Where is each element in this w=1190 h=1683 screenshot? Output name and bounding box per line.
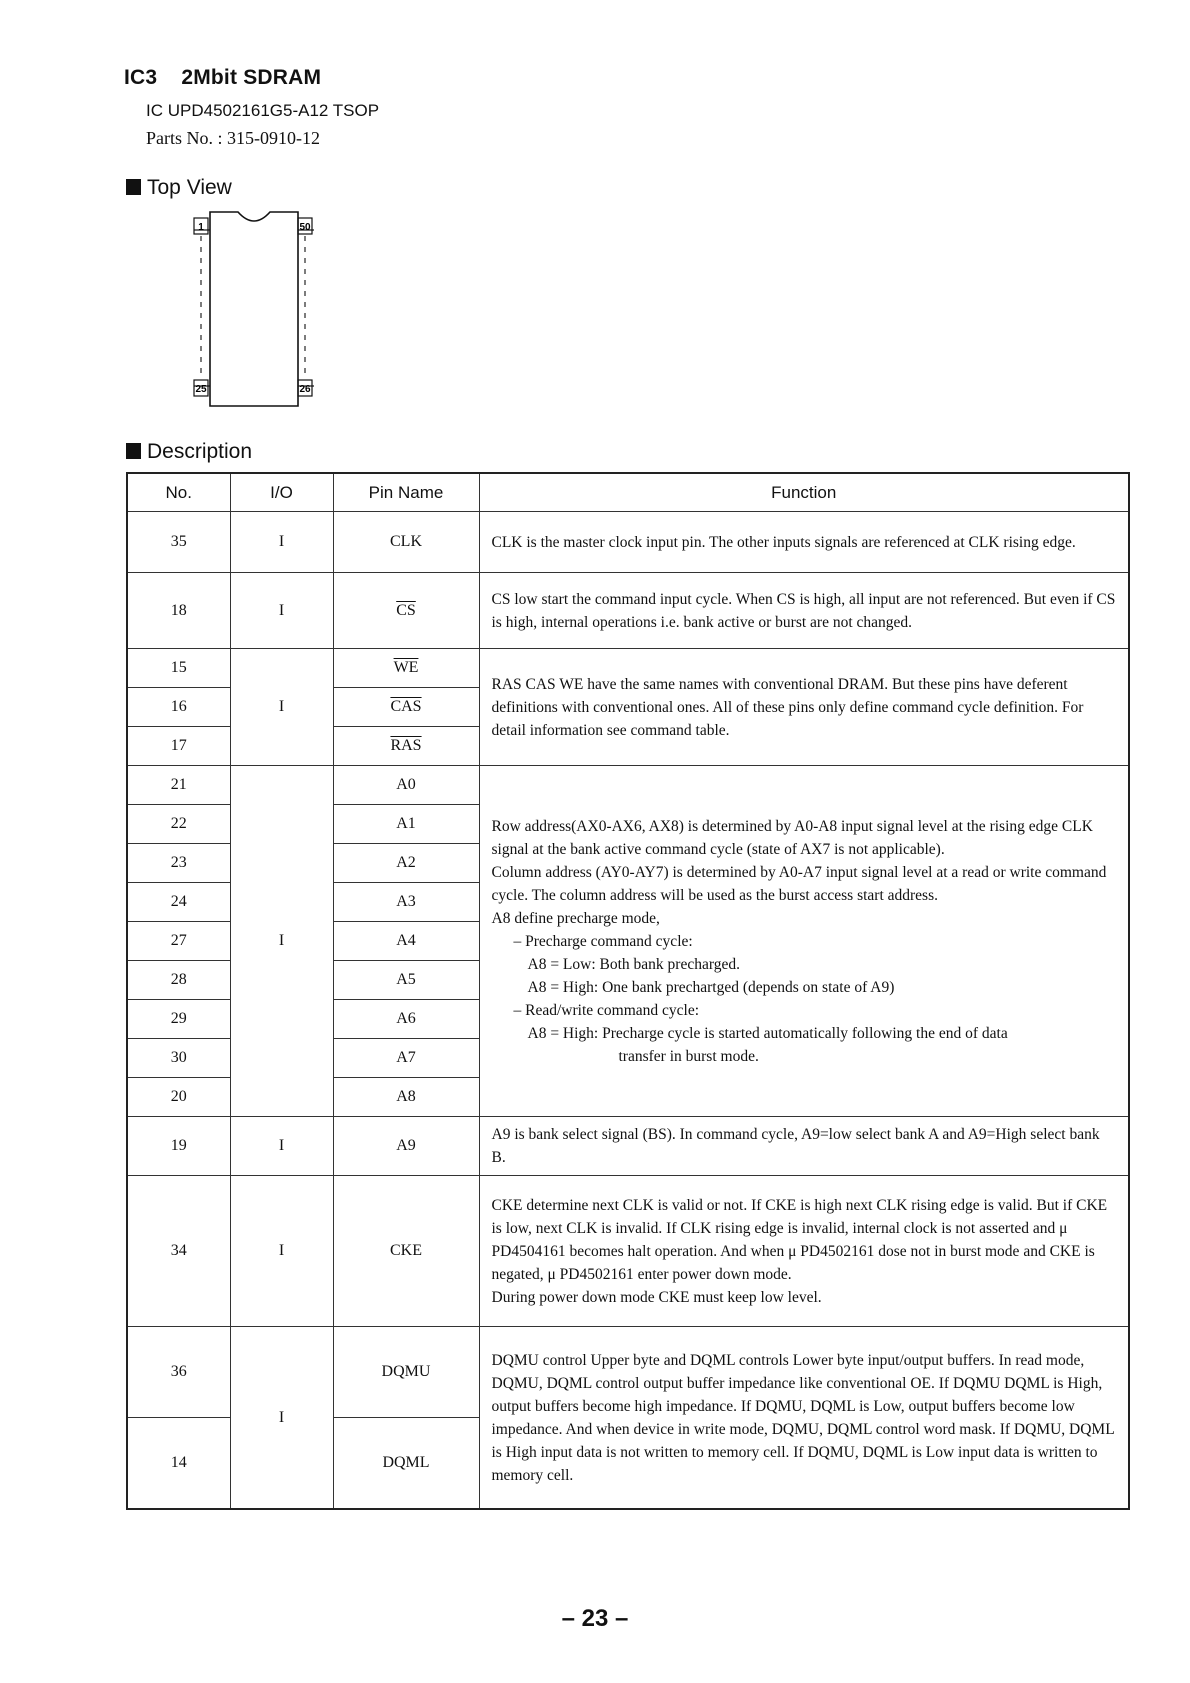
pin-function-address (479, 766, 1129, 1117)
bullet-square-icon (126, 179, 141, 195)
pin-number: 27 (127, 922, 230, 961)
pin-name: A5 (333, 961, 479, 1000)
page-number: – 23 – (561, 1605, 629, 1632)
bullet-square-icon (126, 443, 141, 459)
function-line: A8 = Low: Both bank precharged. (527, 955, 740, 973)
function-line: CKE determine next CLK is valid or not. If CKE is high next CLK rising edge is valid. But if CKE is low, next CLK is invalid. If CLK rising edge is invalid, internal clock is not asserted and μ PD4504161 becomes halt operation. And when μ PD4502161 dose not in burst mode and CKE is negated, μ PD4502161 enter power down mode. (491, 1196, 1108, 1283)
pin-io: I (230, 1176, 333, 1327)
col-header-function: Function (479, 473, 1129, 512)
pin-name: A9 (333, 1117, 479, 1176)
pin-function: CLK is the master clock input pin. The other inputs signals are referenced at CLK rising edge. (479, 512, 1129, 573)
pin-function: A9 is bank select signal (BS). In command cycle, A9=low select bank A and A9=High select bank B. (479, 1117, 1129, 1176)
pin-function-cke (479, 1176, 1129, 1327)
col-header-io: I/O (230, 473, 333, 512)
pin-name: A6 (333, 1000, 479, 1039)
pin-number: 22 (127, 805, 230, 844)
pin-description-table (126, 472, 1130, 1510)
pin-function: CS low start the command input cycle. When CS is high, all input are not referenced. But even if CS is high, internal operations i.e. bank active or burst are not changed. (479, 573, 1129, 649)
pin-name: $\overline{CS}$ (333, 573, 479, 649)
pin-name: DQMU (333, 1327, 479, 1418)
ic-title (124, 66, 321, 90)
table-row (127, 512, 1129, 573)
pin-io: I (230, 1327, 333, 1510)
pin-number: 34 (127, 1176, 230, 1327)
pin-label-1: 1 (198, 222, 204, 233)
pin-io: I (230, 1117, 333, 1176)
pin-name: A7 (333, 1039, 479, 1078)
pin-number: 18 (127, 573, 230, 649)
description-title: Description (147, 440, 253, 463)
pin-io: I (230, 649, 333, 766)
function-line: Row address(AX0-AX6, AX8) is determined by A0-A8 input signal level at the rising edge CLK signal at the bank active command cycle (state of AX7 is not applicable). (491, 817, 1093, 858)
top-view-title: Top View (147, 176, 232, 199)
ic-model: IC UPD4502161G5-A12 TSOP (146, 101, 380, 120)
table-row (127, 1176, 1129, 1327)
function-line: – Read/write command cycle: (513, 1001, 700, 1019)
pin-name: CKE (333, 1176, 479, 1327)
pin-name: A3 (333, 883, 479, 922)
pin-name: CLK (333, 512, 479, 573)
ic-id: IC3 (124, 66, 158, 89)
description-heading (126, 440, 252, 464)
pin-number: 21 (127, 766, 230, 805)
pin-name: A0 (333, 766, 479, 805)
top-view-heading (126, 176, 232, 200)
table-row (127, 649, 1129, 688)
pin-io: I (230, 573, 333, 649)
pin-number: 20 (127, 1078, 230, 1117)
function-line: Column address (AY0-AY7) is determined by A0-A7 input signal level at a read or write command cycle. The column address will be used as the burst access start address. (491, 863, 1107, 904)
pin-name: $\overline{CAS}$ (333, 688, 479, 727)
pin-number: 14 (127, 1418, 230, 1510)
pin-number: 29 (127, 1000, 230, 1039)
pin-name: A1 (333, 805, 479, 844)
pin-label-25: 25 (195, 384, 207, 395)
table-row (127, 1117, 1129, 1176)
pin-io: I (230, 512, 333, 573)
table-row (127, 766, 1129, 805)
chip-top-view-diagram (194, 210, 314, 408)
function-line: A8 = High: One bank prechartged (depends on state of A9) (527, 978, 895, 996)
pin-number: 19 (127, 1117, 230, 1176)
pin-name: DQML (333, 1418, 479, 1510)
pin-name: A4 (333, 922, 479, 961)
pin-name: $\overline{RAS}$ (333, 727, 479, 766)
table-row (127, 573, 1129, 649)
pin-function: DQMU control Upper byte and DQML controls Lower byte input/output buffers. In read mode, DQMU, DQML control output buffer impedance like conventional OE. If DQMU DQML is High, output buffers become high impedance. If DQMU, DQML is Low, output buffers become low impedance. And when device in write mode, DQMU, DQML control word mask. If DQMU, DQML is High input data is not written to memory cell. If DQMU, DQML is Low input data is written to memory cell. (479, 1327, 1129, 1510)
pin-number: 28 (127, 961, 230, 1000)
pin-io: I (230, 766, 333, 1117)
pin-function: RAS CAS WE have the same names with conventional DRAM. But these pins have deferent definitions with conventional ones. All of these pins only define command cycle definition. For detail information see command table. (479, 649, 1129, 766)
col-header-no: No. (127, 473, 230, 512)
function-line: – Precharge command cycle: (513, 932, 693, 950)
col-header-pin-name: Pin Name (333, 473, 479, 512)
pin-number: 16 (127, 688, 230, 727)
pin-number: 30 (127, 1039, 230, 1078)
pin-number: 35 (127, 512, 230, 573)
ic-name: 2Mbit SDRAM (181, 66, 322, 89)
table-row (127, 1327, 1129, 1418)
pin-number: 24 (127, 883, 230, 922)
pin-name: $\overline{WE}$ (333, 649, 479, 688)
pin-number: 36 (127, 1327, 230, 1418)
parts-number: Parts No. : 315-0910-12 (146, 128, 320, 148)
pin-name: A2 (333, 844, 479, 883)
pin-label-50: 50 (299, 222, 311, 233)
chip-outline (194, 210, 314, 408)
pin-number: 23 (127, 844, 230, 883)
table-header-row (127, 473, 1129, 512)
function-line: transfer in burst mode. (618, 1047, 759, 1065)
function-line: During power down mode CKE must keep low level. (491, 1288, 822, 1306)
function-line: A8 = High: Precharge cycle is started automatically following the end of data (527, 1024, 1008, 1042)
pin-number: 17 (127, 727, 230, 766)
pin-name: A8 (333, 1078, 479, 1117)
function-line: A8 define precharge mode, (491, 909, 660, 927)
pin-label-26: 26 (299, 384, 311, 395)
pin-number: 15 (127, 649, 230, 688)
